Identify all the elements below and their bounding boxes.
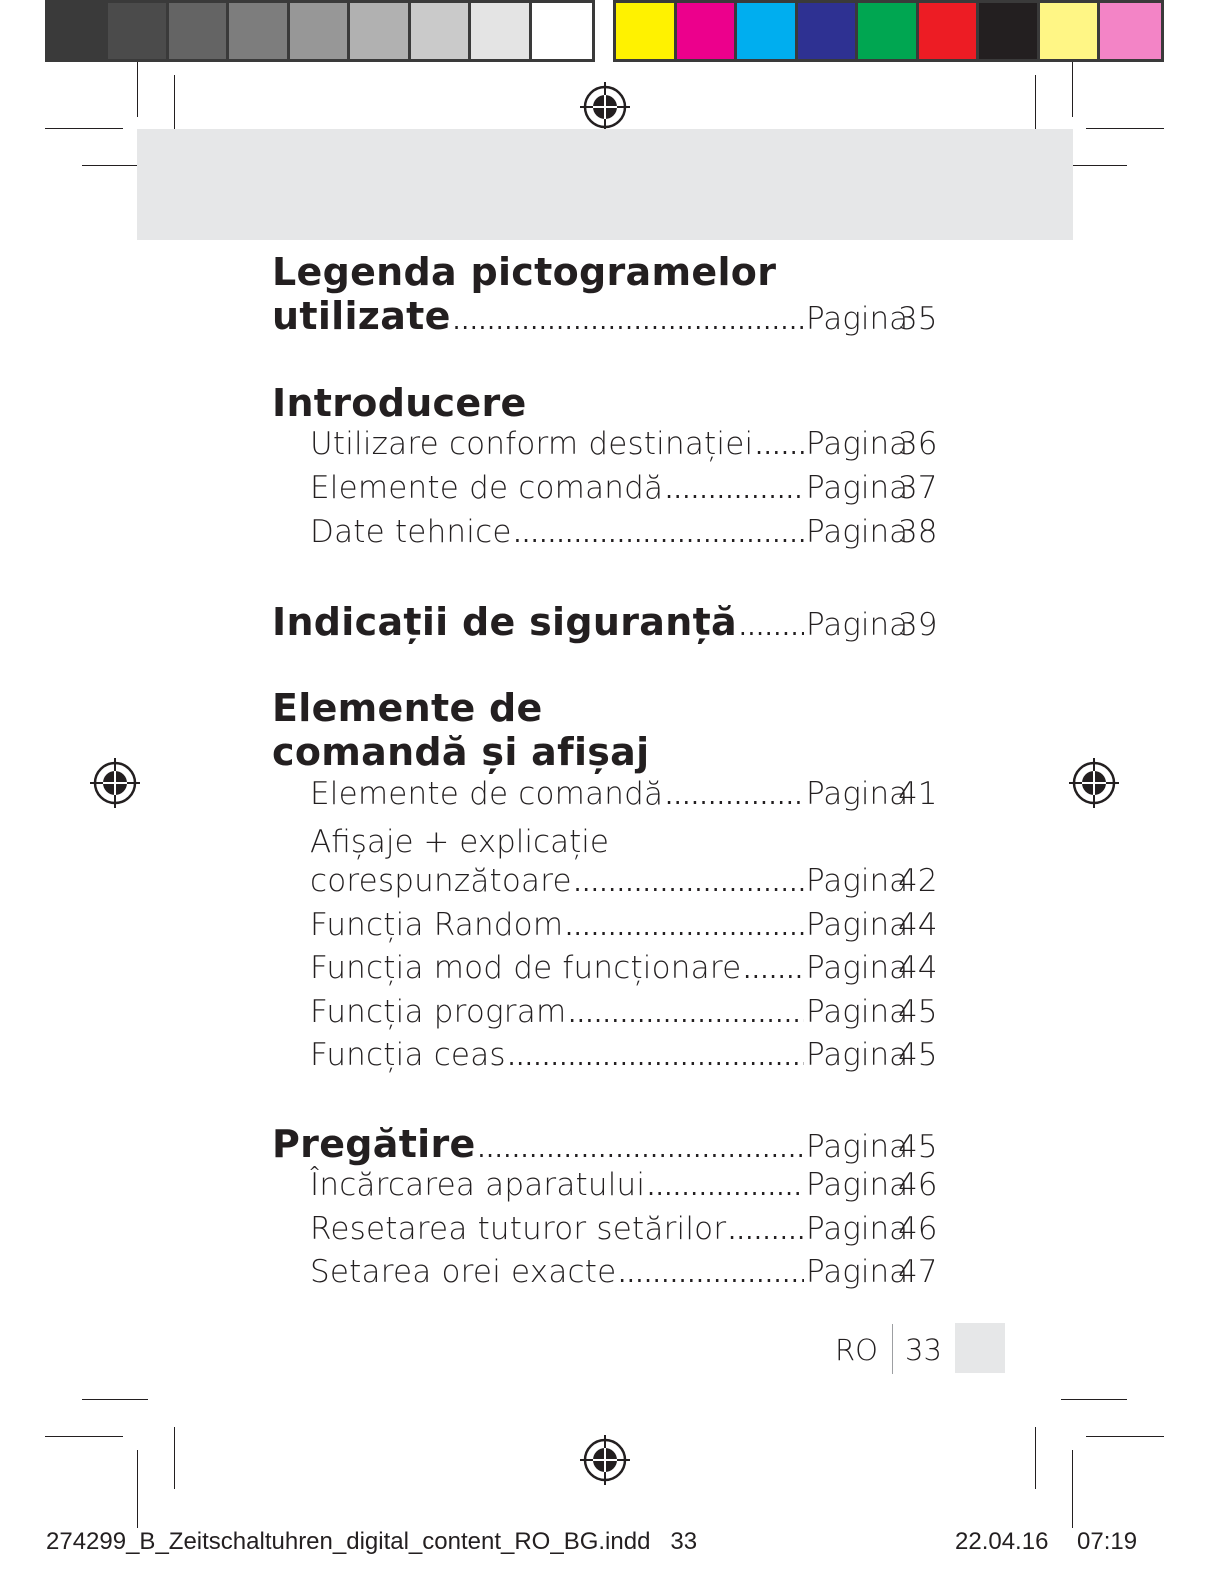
crop-mark (137, 1450, 138, 1528)
crop-mark (1072, 1450, 1073, 1528)
toc-entry-label: Date tehnice (310, 514, 512, 550)
toc-entry[interactable] (310, 776, 936, 820)
page-number: 41 (898, 776, 938, 812)
leader-dots (755, 432, 804, 460)
page-word: Pagina (806, 426, 909, 462)
page-word: Pagina (806, 863, 909, 899)
page-word: Pagina (806, 994, 909, 1030)
page-word: Pagina (806, 1167, 909, 1203)
color-swatch (471, 3, 531, 59)
page-word: Pagina (806, 950, 909, 986)
registration-mark-icon (1069, 758, 1119, 808)
toc-entry[interactable] (310, 1167, 936, 1211)
color-swatch (858, 3, 919, 59)
slug-time: 07:19 (1077, 1528, 1138, 1555)
grayscale-color-bar (45, 0, 595, 62)
color-swatch (1100, 3, 1161, 59)
toc-entry-label: Funcția mod de funcționare (310, 950, 742, 986)
page-number: 44 (898, 907, 938, 943)
toc-entry[interactable] (310, 994, 936, 1038)
toc-entry-label: utilizate (272, 294, 451, 338)
leader-dots (647, 1173, 804, 1201)
leader-dots (453, 307, 804, 335)
page-number: 39 (898, 607, 938, 643)
color-swatch (229, 3, 289, 59)
color-swatch (169, 3, 229, 59)
leader-dots (514, 520, 804, 548)
page-number: 42 (898, 863, 938, 899)
color-swatch (411, 3, 471, 59)
page-number-footer: 33 (905, 1333, 942, 1367)
registration-mark-icon (580, 1435, 630, 1485)
toc-entry-label: Funcția program (310, 994, 567, 1030)
leader-dots (743, 956, 804, 984)
crop-mark (1072, 62, 1073, 117)
page-number: 44 (898, 950, 938, 986)
toc-entry-label: Utilizare conform destinației (310, 426, 754, 462)
page-number: 36 (898, 426, 938, 462)
crop-mark (174, 75, 175, 137)
color-swatch (108, 3, 168, 59)
color-swatch (350, 3, 410, 59)
color-swatch (798, 3, 859, 59)
color-swatch (48, 3, 108, 59)
toc-heading-legenda: Legenda pictogramelor (272, 250, 777, 294)
toc-entry-label-line1: Afișaje + explicație (310, 824, 609, 860)
leader-dots (665, 476, 804, 504)
toc-entry[interactable] (310, 1037, 936, 1081)
page-number: 38 (898, 514, 938, 550)
page-word: Pagina (806, 1211, 909, 1247)
page-number: 45 (898, 994, 938, 1030)
toc-entry[interactable] (310, 514, 936, 558)
color-swatch (616, 3, 677, 59)
page-word: Pagina (806, 1129, 909, 1165)
page-word: Pagina (806, 907, 909, 943)
toc-entry[interactable] (310, 863, 936, 907)
toc-entry-label: Setarea orei exacte (310, 1254, 617, 1290)
crop-mark (137, 62, 138, 117)
leader-dots (565, 913, 804, 941)
toc-entry-label: Încărcarea aparatului (310, 1167, 646, 1203)
page-word: Pagina (806, 470, 909, 506)
toc-entry-label: Funcția ceas (310, 1037, 506, 1073)
color-swatch (532, 3, 592, 59)
toc-entry-legenda[interactable] (272, 294, 936, 338)
toc-entry[interactable] (310, 426, 936, 470)
toc-heading-introducere: Introducere (272, 381, 527, 425)
toc-entry-label: Elemente de comandă (310, 776, 664, 812)
leader-dots (739, 613, 804, 641)
toc-entry-label: Funcția Random (310, 907, 564, 943)
toc-entry-indicatii[interactable] (272, 600, 936, 644)
page-number: 45 (898, 1037, 938, 1073)
toc-entry-pregatire[interactable] (272, 1122, 936, 1166)
leader-dots (508, 1043, 804, 1071)
crop-mark (1061, 1399, 1127, 1400)
toc-heading-elemente-line1: Elemente de (272, 686, 543, 730)
header-gray-band (137, 129, 1073, 240)
leader-dots (728, 1217, 804, 1245)
folio-divider (892, 1324, 893, 1374)
page-word: Pagina (806, 514, 909, 550)
color-swatch (677, 3, 738, 59)
page-number: 46 (898, 1167, 938, 1203)
page-word: Pagina (806, 1037, 909, 1073)
folio-gray-box (955, 1323, 1005, 1373)
page-number: 47 (898, 1254, 938, 1290)
language-code: RO (835, 1333, 878, 1367)
registration-mark-icon (90, 758, 140, 808)
crop-mark (174, 1427, 175, 1489)
slug-filename: 274299_B_Zeitschaltuhren_digital_content_RO_BG.indd 33 (46, 1528, 698, 1555)
page-word: Pagina (806, 607, 909, 643)
page-number: 35 (898, 301, 938, 337)
process-color-bar (613, 0, 1164, 62)
crop-mark (1035, 75, 1036, 137)
leader-dots (574, 869, 804, 897)
page-word: Pagina (806, 776, 909, 812)
color-swatch (1040, 3, 1101, 59)
toc-entry[interactable] (310, 1254, 936, 1298)
slug-date: 22.04.16 (955, 1528, 1049, 1555)
color-swatch (290, 3, 350, 59)
crop-mark (1035, 1427, 1036, 1489)
crop-mark (1086, 1436, 1164, 1437)
page-number: 45 (898, 1129, 938, 1165)
page-number: 37 (898, 470, 938, 506)
leader-dots (665, 782, 804, 810)
page-number: 46 (898, 1211, 938, 1247)
registration-mark-icon (580, 82, 630, 132)
color-swatch (919, 3, 980, 59)
leader-dots (568, 1000, 804, 1028)
toc-entry-label: Indicații de siguranță (272, 600, 737, 644)
toc-entry-label: Resetarea tuturor setărilor (310, 1211, 727, 1247)
crop-mark (45, 1436, 123, 1437)
toc-entry[interactable] (310, 907, 936, 951)
page-word: Pagina (806, 301, 909, 337)
toc-entry-label: Pregătire (272, 1122, 476, 1166)
toc-entry[interactable] (310, 1211, 936, 1255)
crop-mark (82, 1399, 148, 1400)
page-word: Pagina (806, 1254, 909, 1290)
color-swatch (737, 3, 798, 59)
toc-heading-elemente-line2: comandă și afișaj (272, 730, 650, 774)
toc-entry-label: corespunzătoare (310, 863, 572, 899)
leader-dots (478, 1135, 804, 1163)
toc-entry[interactable] (310, 470, 936, 514)
color-swatch (979, 3, 1040, 59)
crop-mark (45, 128, 123, 129)
toc-entry[interactable] (310, 950, 936, 994)
leader-dots (618, 1260, 804, 1288)
crop-mark (1086, 128, 1164, 129)
toc-entry-label: Elemente de comandă (310, 470, 664, 506)
